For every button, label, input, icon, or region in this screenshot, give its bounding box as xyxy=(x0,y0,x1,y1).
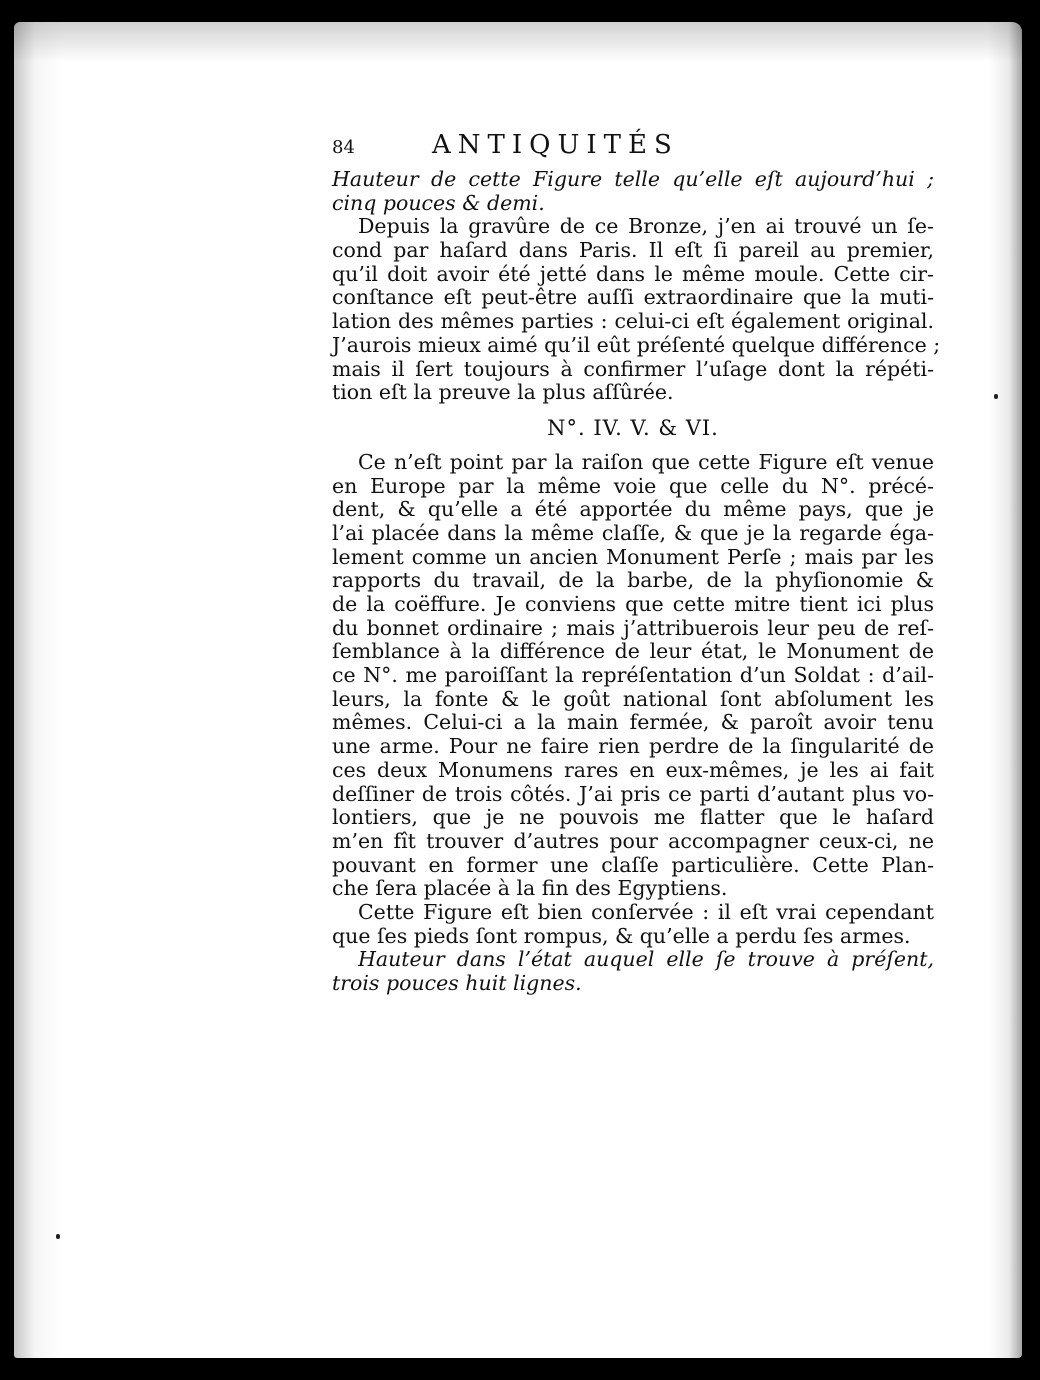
text-line: rapports du travail, de la barbe, de la phyſionomie & xyxy=(332,568,934,593)
text-line: en Europe par la même voie que celle du N°. précé- xyxy=(332,473,934,498)
text-line: mais il ſert toujours à confirmer l’uſage dont la répéti- xyxy=(332,356,934,381)
text-line: lation des mêmes parties : celui-ci eſt également original. xyxy=(332,309,934,334)
text-line: dent, & qu’elle a été apportée du même pays, que je xyxy=(332,497,934,522)
top-edge-shadow xyxy=(14,22,1022,62)
text-line: que ſes pieds ſont rompus, & qu’elle a perdu ſes armes. xyxy=(332,923,911,948)
text-line: de la coëffure. Je conviens que cette mitre tient ici plus xyxy=(332,592,934,616)
page-text xyxy=(332,130,941,996)
text-line: Cette Figure eſt bien conſervée : il eſt vrai cependant xyxy=(358,899,934,924)
book-page xyxy=(14,22,1022,1358)
text-line: ce N°. me paroiſſant la repréſentation d’un Soldat : d’ail- xyxy=(332,663,934,688)
text-line: J’aurois mieux aimé qu’il eût préſenté quelque différence ; xyxy=(332,332,941,357)
section-heading: N°. IV. V. & VI. xyxy=(547,415,719,440)
closing-caption xyxy=(332,948,934,995)
paragraph-1 xyxy=(332,214,941,405)
text-line: lontiers, que je ne pouvois me flatter que le haſard xyxy=(332,805,934,830)
left-edge-shadow xyxy=(14,22,84,1358)
caption-line: trois pouces huit lignes. xyxy=(332,971,582,995)
text-line: ſemblance à la différence de leur état, le Monument de xyxy=(332,639,934,664)
running-head xyxy=(332,130,934,168)
text-line: Depuis la gravûre de ce Bronze, j’en ai trouvé un ſe- xyxy=(358,214,934,239)
margin-speck xyxy=(994,394,998,399)
right-edge-shadow xyxy=(988,22,1022,1358)
paragraph-2 xyxy=(332,451,934,901)
text-line: une arme. Pour ne faire rien perdre de la ſingularité de xyxy=(332,734,934,759)
caption-line: cinq pouces & demi. xyxy=(332,190,545,215)
text-line: che ſera placée à la fin des Egyptiens. xyxy=(332,876,728,901)
text-line: lement comme un ancien Monument Perſe ; mais par les xyxy=(332,544,934,569)
paragraph-3 xyxy=(332,901,934,948)
text-line: leurs, la fonte & le goût national ſont abſolument les xyxy=(332,686,934,711)
running-title: ANTIQUITÉS xyxy=(432,130,679,160)
text-line: tion eſt la preuve la plus aſſûrée. xyxy=(332,380,674,405)
text-line: conſtance eſt peut-être auſſi extraordinaire que la muti- xyxy=(332,285,934,310)
margin-speck xyxy=(56,1234,60,1239)
text-line: qu’il doit avoir été jetté dans le même moule. Cette cir- xyxy=(332,261,934,286)
page-number: 84 xyxy=(332,137,355,158)
text-line: l’ai placée dans la même claſſe, & que je la regarde éga- xyxy=(332,520,934,545)
caption-line: Hauteur de cette Figure telle qu’elle eſt aujourd’hui ; xyxy=(332,167,934,191)
text-line: deſſiner de trois côtés. J’ai pris ce parti d’autant plus vo- xyxy=(332,781,934,806)
text-line: m’en fît trouver d’autres pour accompagner ceux-ci, ne xyxy=(332,828,934,853)
text-line: mêmes. Celui-ci a la main fermée, & paroît avoir tenu xyxy=(332,710,934,735)
text-line: ces deux Monumens rares en eux-mêmes, je les ai fait xyxy=(332,757,934,782)
caption-line: Hauteur dans l’état auquel elle ſe trouve à préſent, xyxy=(358,947,934,972)
intro-caption xyxy=(332,168,934,215)
text-line: Ce n’eſt point par la raiſon que cette Figure eſt venue xyxy=(358,449,934,474)
text-line: du bonnet ordinaire ; mais j’attribuerois leur peu de reſ- xyxy=(332,615,934,640)
text-line: cond par haſard dans Paris. Il eſt ſi pareil au premier, xyxy=(332,238,934,263)
text-line: pouvant en former une claſſe particulière. Cette Plan- xyxy=(332,852,934,877)
